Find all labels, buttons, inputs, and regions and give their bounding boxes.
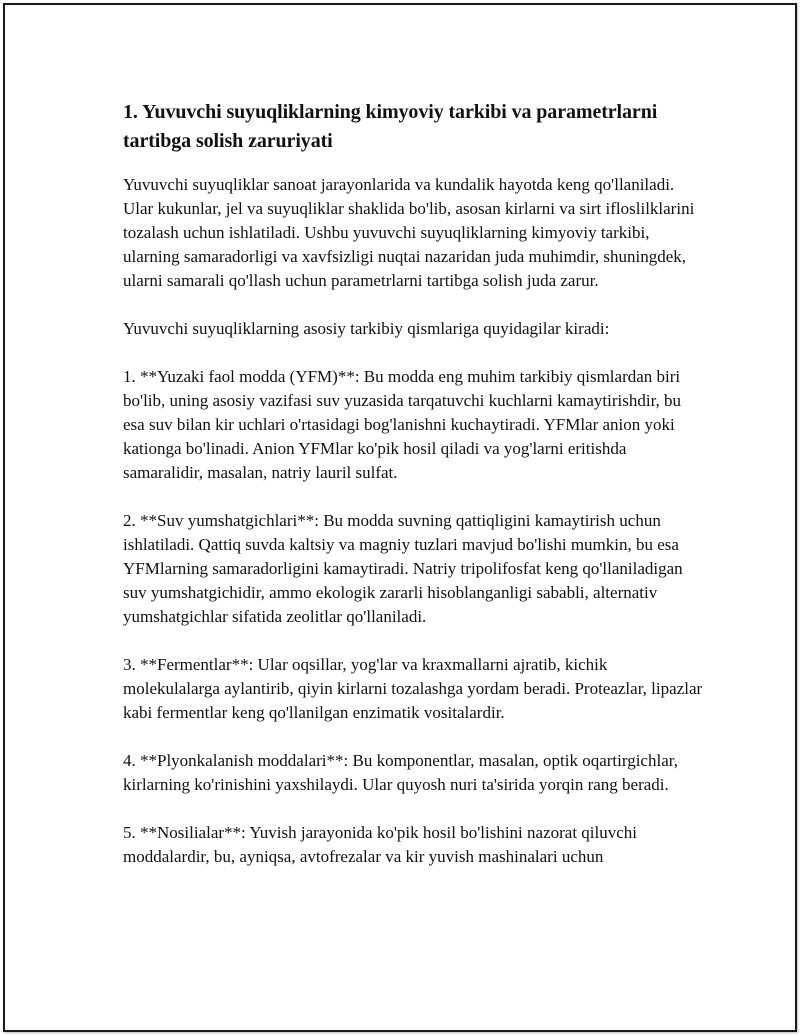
document-body	[123, 98, 703, 869]
paragraph-intro: Yuvuvchi suyuqliklar sanoat jarayonlarida va kundalik hayotda keng qo'llaniladi. Ular kukunlar, jel va suyuqliklar shaklida bo'lib, asosan kirlarni va sirt ifloslilklarini tozalash uchun ishlatiladi. Ushbu yuvuvchi suyuqliklarning kimyoviy tarkibi, ularning samaradorligi va xavfsizligi nuqtai nazaridan juda muhimdir, shuningdek, ularni samarali qo'llash uchun parametrlarni tartibga solish juda zarur.	[123, 175, 695, 290]
paragraph-components-lead: Yuvuvchi suyuqliklarning asosiy tarkibiy qismlariga quyidagilar kiradi:	[123, 319, 610, 338]
paragraph-item-water-softeners: 2. **Suv yumshatgichlari**: Bu modda suvning qattiqligini kamaytirish uchun ishlatiladi. Qattiq suvda kaltsiy va magniy tuzlari mavjud bo'lishi mumkin, bu esa YFMlarning samaradorligini kamaytiradi. Natriy tripolifosfat keng qo'llaniladigan suv yumshatgichidir, ammo ekologik zararli hisoblanganligi sababli, alternativ yumshatgichlar sifatida zeolitlar qo'llaniladi.	[123, 511, 683, 626]
paragraph-item-enzymes: 3. **Fermentlar**: Ular oqsillar, yog'lar va kraxmallarni ajratib, kichik molekulalarga aylantirib, qiyin kirlarni tozalashga yordam beradi. Proteazlar, lipazlar kabi fermentlar keng qo'llanilgan enzimatik vositalardir.	[123, 655, 703, 722]
paragraph-item-brighteners: 4. **Plyonkalanish moddalari**: Bu komponentlar, masalan, optik oqartirgichlar, kirlarning ko'rinishini yaxshilaydi. Ular quyosh nuri ta'sirida yorqin rang beradi.	[123, 751, 678, 794]
paragraph-item-foam-control: 5. **Nosilialar**: Yuvish jarayonida ko'pik hosil bo'lishini nazorat qiluvchi moddalardir, bu, ayniqsa, avtofrezalar va kir yuvish mashinalari uchun	[123, 823, 638, 866]
document-page	[3, 3, 797, 1032]
paragraph-item-surfactants: 1. **Yuzaki faol modda (YFM)**: Bu modda eng muhim tarkibiy qismlardan biri bo'lib, uning asosiy vazifasi suv yuzasida tarqatuvchi kuchlarni kamaytirishdir, bu esa suv bilan kir uchlari o'rtasidagi bog'lanishni kuchaytiradi. YFMlar anion yoki kationga bo'linadi. Anion YFMlar ko'pik hosil qiladi va yog'larni eritishda samaralidir, masalan, natriy lauril sulfat.	[123, 367, 682, 482]
section-title: 1. Yuvuvchi suyuqliklarning kimyoviy tarkibi va parametrlarni tartibga solish zaruriyati	[123, 101, 658, 152]
